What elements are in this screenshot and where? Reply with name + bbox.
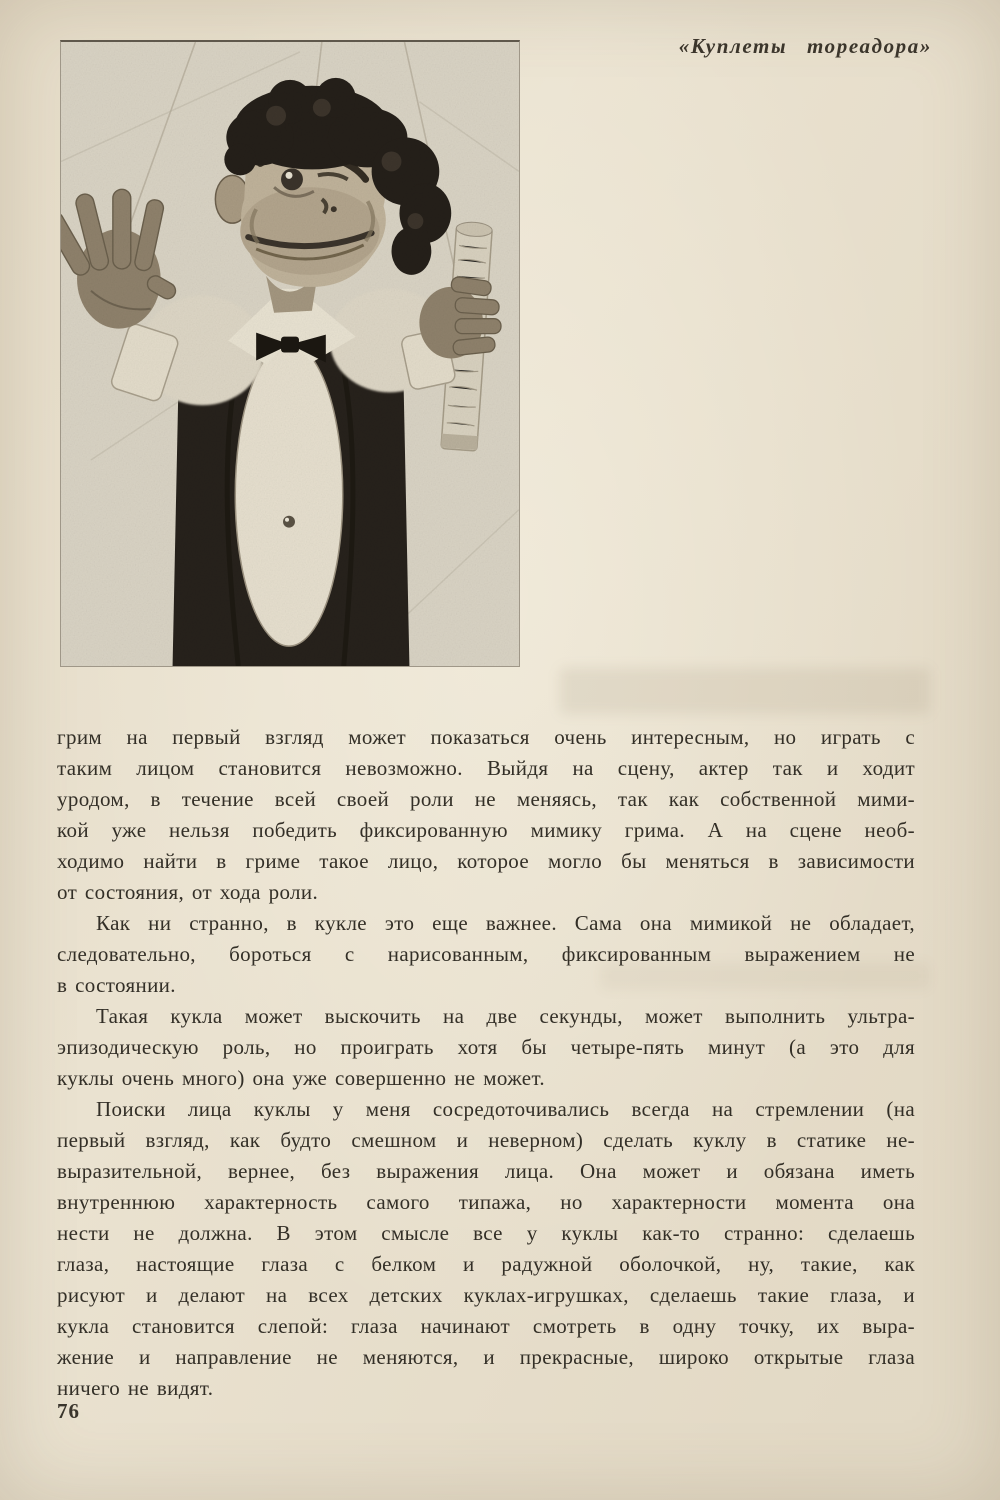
text-line: Поиски лица куклы у меня сосредоточивались всегда на стремлении (на	[96, 1097, 915, 1121]
text-line: уродом, в течение всей своей роли не меняясь, так как собственной мими-	[57, 787, 915, 811]
text-line: глаза, настоящие глаза с белком и радужной оболочкой, ну, такие, как	[57, 1252, 915, 1276]
text-line: эпизодическую роль, но проиграть хотя бы четыре-пять минут (а это для	[57, 1035, 915, 1059]
text-line: Как ни странно, в кукле это еще важнее. Сама она мимикой не обладает,	[96, 911, 915, 935]
puppet-illustration	[61, 42, 519, 666]
text-line: кой уже нельзя победить фиксированную мимику грима. А на сцене необ-	[57, 818, 915, 842]
text-line: таким лицом становится невозможно. Выйдя на сцену, актер так и ходит	[57, 756, 915, 780]
text-line: нести не должна. В этом смысле все у куклы как-то странно: сделаешь	[57, 1221, 915, 1245]
text-line: внутреннюю характерность самого типажа, но характерности момента она	[57, 1190, 915, 1214]
page-number: 76	[57, 1399, 80, 1423]
text-line: кукла становится слепой: глаза начинают смотреть в одну точку, их выра-	[57, 1314, 915, 1338]
text-line: ходимо найти в гриме такое лицо, которое могло бы меняться в зависимости	[57, 849, 915, 873]
text-line: выразительной, вернее, без выражения лица. Она может и обязана иметь	[57, 1159, 915, 1183]
text-line: грим на первый взгляд может показаться очень интересным, но играть с	[57, 725, 915, 749]
text-line: жение и направление не меняются, и прекрасные, широко открытые глаза	[57, 1345, 915, 1369]
text-line: куклы очень много) она уже совершенно не может.	[57, 1066, 546, 1090]
text-line: первый взгляд, как будто смешном и неверном) сделать куклу в статике не-	[57, 1128, 915, 1152]
puppet-photo	[60, 40, 520, 667]
text-line: от состояния, от хода роли.	[57, 880, 319, 904]
text-line: ничего не видят.	[57, 1376, 214, 1400]
bleed-through-smudge	[560, 668, 930, 714]
running-caption: «Куплеты тореадора»	[678, 34, 932, 58]
body-text	[57, 722, 915, 1404]
text-line: в состоянии.	[57, 973, 176, 997]
text-line: рисуют и делают на всех детских куклах-игрушках, сделаешь такие глаза, и	[57, 1283, 915, 1307]
text-line: Такая кукла может выскочить на две секунды, может выполнить ультра-	[96, 1004, 915, 1028]
text-line: следовательно, бороться с нарисованным, фиксированным выражением не	[57, 942, 915, 966]
photo-grain	[61, 42, 519, 666]
